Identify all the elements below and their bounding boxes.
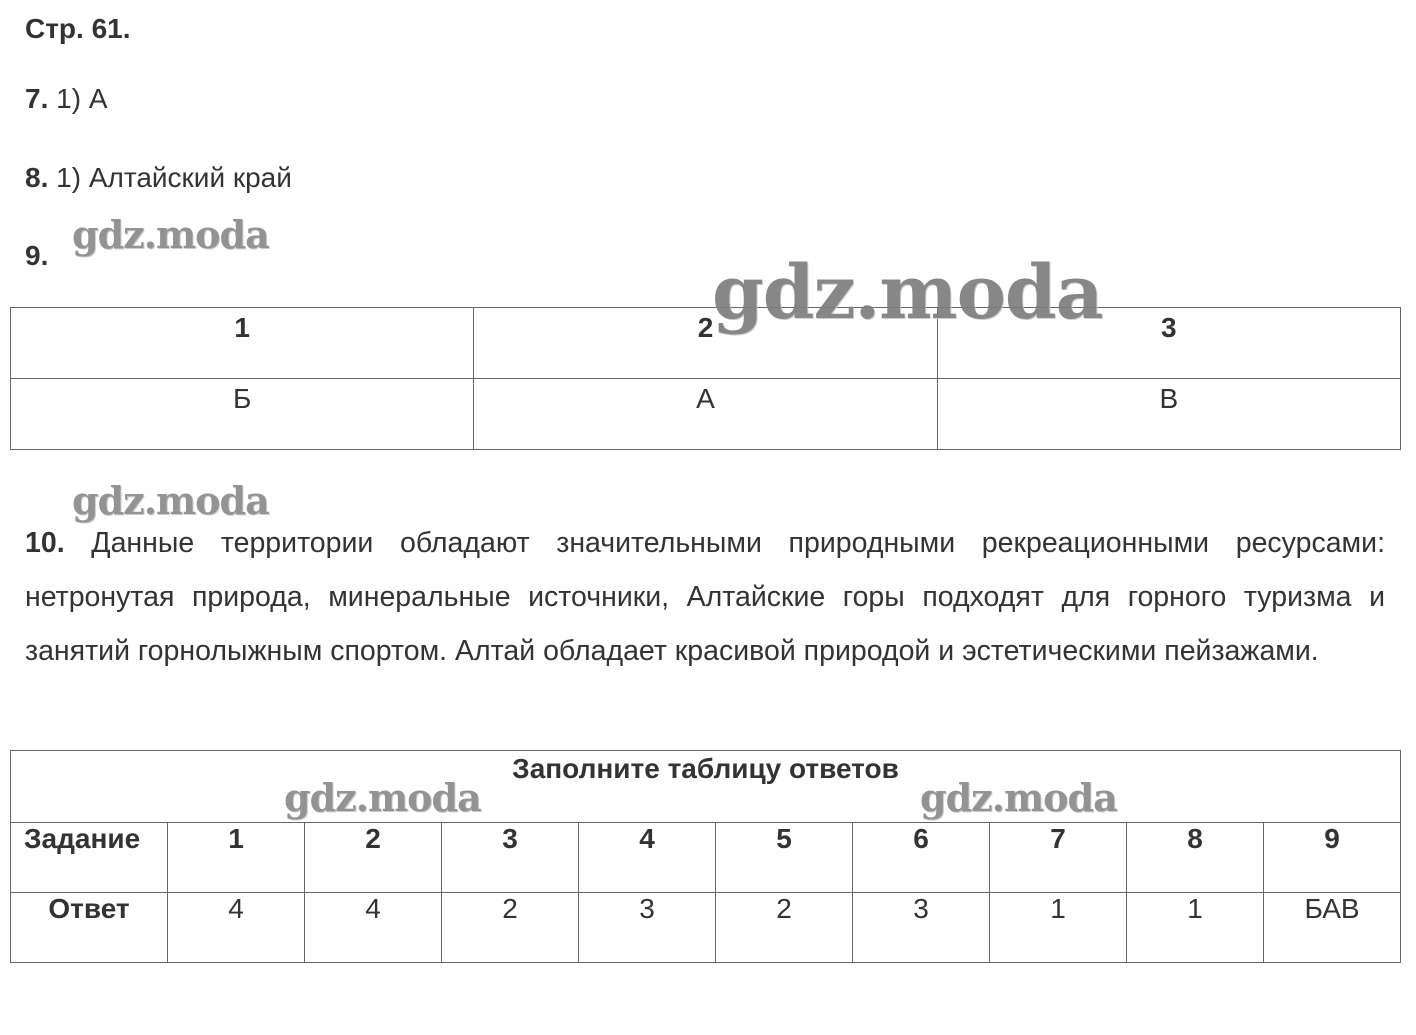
answer-9-value-cell: В <box>937 379 1400 450</box>
answer-9-value-row <box>11 379 1401 450</box>
task-number-cell: 3 <box>442 823 579 893</box>
answer-7-text: 1) А <box>56 83 108 114</box>
page-label: Стр. 61. <box>25 13 131 44</box>
watermark: gdz.moda <box>712 250 1103 336</box>
answers-value-row <box>11 893 1401 963</box>
answer-10-number: 10. <box>25 527 65 559</box>
answer-9-header-cell: 3 <box>937 308 1400 379</box>
answer-value-cell: 4 <box>168 893 305 963</box>
answers-title-row <box>11 751 1401 823</box>
answer-value-cell: 1 <box>1127 893 1264 963</box>
answers-summary-table <box>10 750 1401 963</box>
answer-value-cell: 4 <box>305 893 442 963</box>
answer-10 <box>25 516 1385 678</box>
answer-9-header-cell: 1 <box>11 308 474 379</box>
answer-9-table <box>10 307 1401 450</box>
answer-9-header-row <box>11 308 1401 379</box>
answer-10-text: Данные территории обладают значительными природными рекреационными ресурсами: нетронутая природа, минеральные источники, Алтайские горы подходят для горного туризма и занятий горнолыжным спортом. Алтай обладает красивой природой и эстетическими пейзажами. <box>25 527 1385 667</box>
answer-value-cell: 2 <box>716 893 853 963</box>
answer-7 <box>25 83 108 115</box>
answer-value-cell: 3 <box>579 893 716 963</box>
answer-9-value-cell: А <box>474 379 937 450</box>
watermark: gdz.moda <box>72 212 269 257</box>
watermark: gdz.moda <box>920 775 1117 820</box>
task-number-cell: 7 <box>990 823 1127 893</box>
answer-row-label: Ответ <box>11 893 168 963</box>
task-number-cell: 5 <box>716 823 853 893</box>
answer-value-cell: 3 <box>853 893 990 963</box>
answer-7-number: 7. <box>25 83 49 114</box>
answer-8 <box>25 162 292 194</box>
task-number-cell: 8 <box>1127 823 1264 893</box>
answer-value-cell: 2 <box>442 893 579 963</box>
task-number-cell: 9 <box>1264 823 1401 893</box>
answer-9-value-cell: Б <box>11 379 474 450</box>
answer-value-cell: 1 <box>990 893 1127 963</box>
answers-table-title: Заполните таблицу ответов <box>11 751 1401 823</box>
answer-8-number: 8. <box>25 162 49 193</box>
task-number-cell: 1 <box>168 823 305 893</box>
watermark: gdz.moda <box>284 775 481 820</box>
task-number-cell: 4 <box>579 823 716 893</box>
answer-9-number: 9. <box>25 240 49 271</box>
task-number-cell: 6 <box>853 823 990 893</box>
answers-task-row <box>11 823 1401 893</box>
task-row-label: Задание <box>11 823 168 893</box>
answer-9-header-cell: 2 <box>474 308 937 379</box>
answer-8-text: 1) Алтайский край <box>56 162 292 193</box>
watermark: gdz.moda <box>72 478 269 523</box>
answer-value-cell: БАВ <box>1264 893 1401 963</box>
task-number-cell: 2 <box>305 823 442 893</box>
